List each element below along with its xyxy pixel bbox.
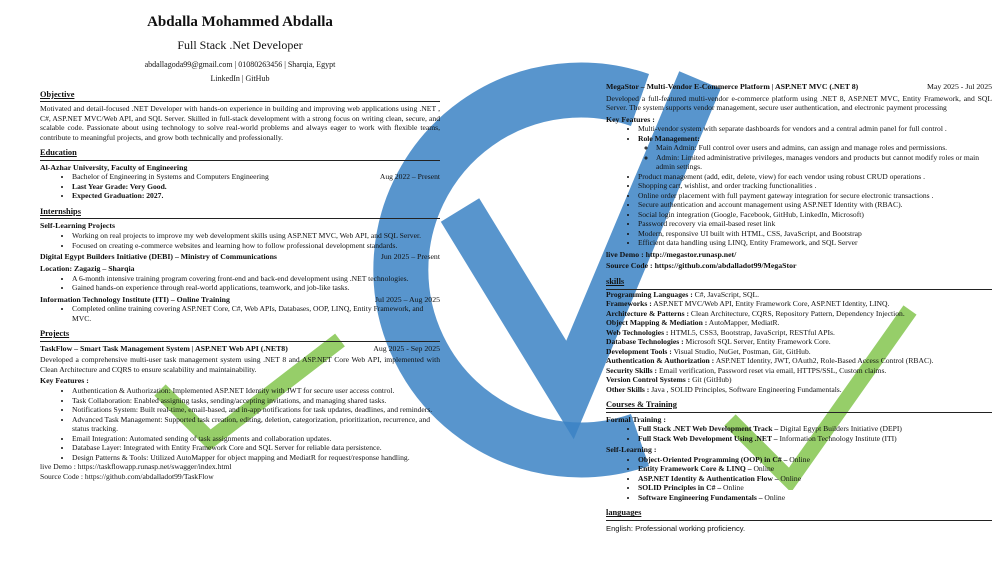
- project-title: TaskFlow – Smart Task Management System | ASP.NET Web API (.NET8) Aug 2025 - Sep 2025: [40, 343, 440, 353]
- skill-row: Architecture & Patterns : Clean Architecture, CQRS, Repository Pattern, Dependency Injection.: [606, 308, 905, 318]
- list-item: • A 6-month intensive training program covering front-end and back-end development using .NET technologies.: [72, 274, 440, 283]
- list-item: • Expected Graduation: 2027.: [72, 191, 440, 200]
- section-heading-projects: Projects: [40, 329, 440, 342]
- skill-row: Web Technologies : HTML5, CSS3, Bootstrap, JavaScript, RESTful APIs.: [606, 327, 835, 337]
- internship-location: Location: Zagazig – Sharqia: [40, 263, 135, 273]
- internship-list: [40, 231, 440, 250]
- source-code-link[interactable]: Source Code : https://github.com/abdalladot99/MegaStor: [606, 261, 797, 271]
- project-title: MegaStor – Multi-Vendor E-Commerce Platform | ASP.NET MVC (.NET 8) May 2025 - Jul 2025: [606, 82, 992, 91]
- course-list: [606, 424, 992, 443]
- list-item: • Design Patterns & Tools: Utilized AutoMapper for object mapping and MediatR for request/response handling.: [72, 453, 440, 462]
- source-code-link[interactable]: Source Code : https://github.com/abdalladot99/TaskFlow: [40, 471, 214, 481]
- skill-row: Security Skills : Email verification, Password reset via email, HTTPS/SSL, Custom claims.: [606, 365, 887, 375]
- list-item: • Task Collaboration: Enabled assigning tasks, sending/accepting invitations, and managing shared tasks.: [72, 396, 440, 405]
- section-heading-internships: Internships: [40, 207, 440, 220]
- internship-list: [40, 304, 440, 323]
- section-heading-education: Education: [40, 148, 440, 161]
- list-item: • Last Year Grade: Very Good.: [72, 182, 440, 191]
- list-item: • Software Engineering Fundamentals – Online: [638, 493, 992, 502]
- skill-row: Programming Languages : C#, JavaScript, SQL.: [606, 289, 759, 299]
- list-item: • Object-Oriented Programming (OOP) in C# – Online: [638, 455, 992, 464]
- list-item: • Social login integration (Google, Facebook, GitHub, LinkedIn, Microsoft): [638, 210, 992, 219]
- project-description: Developed a comprehensive multi-user task management system using .NET 8 and ASP.NET Core Web API, implemented with Clean Architecture and CQRS to ensure scalability and maintainability.: [40, 355, 440, 374]
- list-item: • Modern, responsive UI built with HTML, CSS, JavaScript, and Bootstrap: [638, 229, 992, 238]
- list-item: • ASP.NET Identity & Authentication Flow – Online: [638, 474, 992, 483]
- list-item: • Efficient data handling using LINQ, Entity Framework, and SQL Server: [638, 238, 992, 247]
- list-item: • Online order placement with full payment gateway integration for secure electronic transactions .: [638, 191, 992, 200]
- skill-row: Frameworks : ASP.NET MVC/Web API, Entity Framework Core, ASP.NET Identity, LINQ.: [606, 299, 890, 309]
- formal-training-label: Formal Training :: [606, 414, 666, 424]
- list-item: • Email Integration: Automated sending of task assignments and collaboration updates.: [72, 434, 440, 443]
- list-item: • Database Layer: Integrated with Entity Framework Core and SQL Server for reliable data persistence.: [72, 443, 440, 452]
- list-item: • Gained hands-on experience through real-world applications, teamwork, and job-like tasks.: [72, 283, 440, 292]
- section-heading-objective: Objective: [40, 90, 440, 103]
- list-item: • Notifications System: Built real-time, email-based, and in-app notifications for task updates, deadlines, and reminders.: [72, 405, 440, 414]
- skill-row: Other Skills : Java , SOLID Principles, Software Engineering Fundamentals.: [606, 384, 842, 394]
- list-item: • Bachelor of Engineering in Systems and Computers Engineering Aug 2022 – Present: [72, 172, 440, 181]
- internship-title: Self-Learning Projects: [40, 221, 115, 231]
- list-item: • Full Stack Web Development Using .NET – Information Technology Institute (ITI): [638, 434, 992, 443]
- resume-page-right: [606, 0, 992, 571]
- section-heading-courses: Courses & Training: [606, 400, 992, 413]
- features-label: Key Features :: [40, 376, 89, 386]
- skill-row: Database Technologies : Microsoft SQL Server, Entity Framework Core.: [606, 337, 831, 347]
- list-item: • Shopping cart, wishlist, and order tracking functionalities .: [638, 181, 992, 190]
- list-item: ◦ Main Admin: Full control over users and admins, can assign and manage roles and permissions.: [656, 143, 992, 152]
- feature-list: [40, 386, 440, 462]
- section-heading-skills: skills: [606, 277, 992, 290]
- internship-title: Information Technology Institute (ITI) – Online Training Jul 2025 – Aug 2025: [40, 294, 440, 304]
- list-item: • Multi-vendor system with separate dashboards for vendors and a central admin panel for full control .: [638, 124, 992, 133]
- course-list: [606, 455, 992, 502]
- list-item: • Product management (add, edit, delete, view) for each vendor using robust CRUD operations .: [638, 172, 992, 181]
- project-description: Developed a full-featured multi-vendor e-commerce platform using .NET 8, ASP.NET MVC, Entity Framework, and SQL Server. The system supports vendor management, secure user authentication, and electronic payment processing: [606, 93, 992, 113]
- education-list: [40, 172, 440, 200]
- feature-list: [606, 124, 992, 247]
- candidate-role: Full Stack .Net Developer: [177, 37, 303, 52]
- resume-page-left: [40, 0, 440, 571]
- school-name: Al-Azhar University, Faculty of Engineering: [40, 162, 188, 172]
- list-item: • Working on real projects to improve my web development skills using ASP.NET MVC, Web API, and SQL Server.: [72, 231, 440, 240]
- list-item: ◦ Admin: Limited administrative privileges, manages vendors and products but cannot modify roles or main admin settings.: [656, 153, 992, 172]
- live-demo-link[interactable]: live Demo : http://megastor.runasp.net/: [606, 249, 737, 259]
- skill-row: Authentication & Authorization : ASP.NET Identity, JWT, OAuth2, Role-Based Access Control (RBAC).: [606, 356, 934, 366]
- self-learning-label: Self-Learning :: [606, 445, 657, 455]
- list-item: • Authentication & Authorization: Implemented ASP.NET Identity with JWT for secure user access control.: [72, 386, 440, 395]
- skill-row: Version Control Systems : Git (GitHub): [606, 375, 732, 385]
- skills-list: [606, 290, 992, 394]
- section-heading-languages: languages: [606, 508, 992, 521]
- live-demo-link[interactable]: live Demo : https://taskflowapp.runasp.net/swagger/index.html: [40, 462, 232, 472]
- list-item: • Full Stack .NET Web Development Track – Digital Egypt Builders Initiative (DEPI): [638, 424, 992, 433]
- objective-text: Motivated and detail-focused .NET Developer with hands-on experience in building and improving web applications using .NET , C#, ASP.NET MVC/Web API, and SQL Server. Skilled in full-stack development with a strong focus on writing clean, secure, and scalable code. Passionate about using technology to solve real-world problems and always eager to work with flexible teams, contribute to meaningful projects, and grow both technically and professionally.: [40, 104, 440, 142]
- languages-text: English: Professional working proficiency.: [606, 523, 746, 533]
- profile-links[interactable]: LinkedIn | GitHub: [210, 73, 270, 83]
- skill-row: Object Mapping & Mediation : AutoMapper, MediatR.: [606, 318, 780, 328]
- skill-row: Development Tools : Visual Studio, NuGet, Postman, Git, GitHub.: [606, 346, 811, 356]
- list-item: • Password recovery via email-based reset link: [638, 219, 992, 228]
- contact-line: abdallagoda99@gmail.com | 01080263456 | Sharqia, Egypt: [144, 59, 336, 69]
- internship-title: Digital Egypt Builders Initiative (DEBI) – Ministry of Communications Jun 2025 – Present: [40, 252, 440, 262]
- features-label: Key Features :: [606, 114, 655, 124]
- list-item: • Focused on creating e-commerce websites and learning how to follow professional development standards.: [72, 241, 440, 250]
- internship-list: [40, 274, 440, 293]
- list-item: • Role Management: ◦ Main Admin: Full control over users and admins, can assign and manage roles and permissions. ◦ Admin: Limited administrative privileges, manages vendors and products but cannot modify roles or main admin settings.: [638, 134, 992, 172]
- list-item: • Secure authentication and account management using ASP.NET Identity with (RBAC).: [638, 200, 992, 209]
- list-item: • Advanced Task Management: Supported task creation, editing, deletion, categorization, prioritization, recurrence, and status tracking.: [72, 415, 440, 434]
- list-item: • SOLID Principles in C# – Online: [638, 483, 992, 492]
- list-item: • Entity Framework Core & LINQ – Online: [638, 464, 992, 473]
- list-item: • Completed online training covering ASP.NET Core, C#, Web APIs, Databases, OOP, LINQ, Entity Framework, and MVC.: [72, 304, 440, 323]
- candidate-name: Abdalla Mohammed Abdalla: [147, 14, 333, 30]
